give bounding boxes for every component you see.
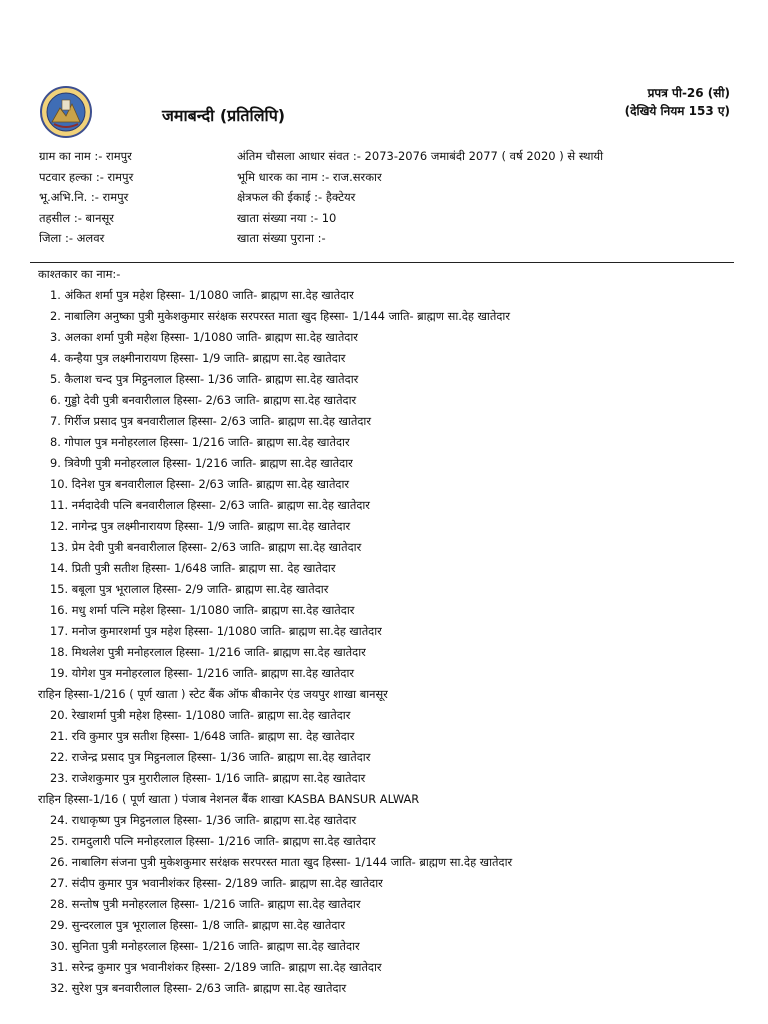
entry-text: सन्तोष पुत्री मनोहरलाल हिस्सा- 1/216 जाति- ब्राह्मण सा.देह खातेदार [71,897,361,911]
cultivator-entry [38,768,748,789]
tehsil: तहसील :- बानसूर [39,210,114,225]
entry-text: मनोज कुमारशर्मा पुत्र महेश हिस्सा- 1/1080 जाति- ब्राह्मण सा.देह खातेदार [71,624,382,638]
document-title: जमाबन्दी (प्रतिलिपि) [162,106,286,125]
cultivator-entry [38,432,748,453]
entry-number: 11. [50,498,69,512]
entry-number: 24. [50,813,69,827]
entry-text: गुड्डो देवी पुत्री बनवारीलाल हिस्सा- 2/63 जाति- ब्राह्मण सा.देह खातेदार [64,393,357,407]
cultivator-entry [38,600,748,621]
entry-number: 9. [50,456,61,470]
cultivator-entry [38,936,748,957]
cultivator-entry [38,978,748,999]
cultivator-entry [38,663,748,684]
lien-note [38,684,748,705]
entry-text: रवि कुमार पुत्र सतीश हिस्सा- 1/648 जाति- ब्राह्मण सा. देह खातेदार [71,729,355,743]
cultivator-entry [38,348,748,369]
entry-text: राहिन हिस्सा-1/216 ( पूर्ण खाता ) स्टेट बैंक ऑफ बीकानेर एंड जयपुर शाखा बानसूर [38,687,388,701]
entry-text: नाबालिग अनुष्का पुत्री मुकेशकुमार सरंक्षक सरपरस्त माता खुद हिस्सा- 1/144 जाति- ब्राह्मण सा.देह खातेदार [64,309,511,323]
entry-number: 14. [50,561,69,575]
cultivator-entry [38,285,748,306]
entry-text: गोपाल पुत्र मनोहरलाल हिस्सा- 1/216 जाति- ब्राह्मण सा.देह खातेदार [64,435,350,449]
government-seal-icon [40,86,92,138]
entry-number: 28. [50,897,69,911]
entry-number: 17. [50,624,69,638]
entry-number: 30. [50,939,69,953]
entry-number: 25. [50,834,69,848]
cultivator-entry [38,537,748,558]
cultivator-entry [38,390,748,411]
entry-text: राधाकृष्ण पुत्र मिट्ठनलाल हिस्सा- 1/36 जाति- ब्राह्मण सा.देह खातेदार [71,813,357,827]
village-name: ग्राम का नाम :- रामपुर [39,149,132,163]
entry-text: कैलाश चन्द पुत्र मिट्ठनलाल हिस्सा- 1/36 जाति- ब्राह्मण सा.देह खातेदार [64,372,359,386]
entry-text: अलका शर्मा पुत्री महेश हिस्सा- 1/1080 जाति- ब्राह्मण सा.देह खातेदार [64,330,358,344]
entry-number: 6. [50,393,61,407]
land-holder-name: भूमि धारक का नाम :- राज.सरकार [237,169,382,184]
patwar-circle: पटवार हल्का :- रामपुर [39,169,134,184]
entry-text: राजेशकुमार पुत्र मुरारीलाल हिस्सा- 1/16 जाति- ब्राह्मण सा.देह खातेदार [71,771,366,785]
cultivator-entry [38,831,748,852]
cultivator-entry [38,411,748,432]
cultivator-entry [38,915,748,936]
entry-text: सुन्दरलाल पुत्र भूरालाल हिस्सा- 1/8 जाति- ब्राह्मण सा.देह खातेदार [71,918,345,932]
entry-number: 16. [50,603,69,617]
cultivator-entry [38,894,748,915]
cultivator-entry [38,453,748,474]
cultivator-entry [38,642,748,663]
entry-number: 21. [50,729,69,743]
cultivator-entry [38,579,748,600]
cultivator-entry [38,957,748,978]
entry-text: नाबालिग संजना पुत्री मुकेशकुमार सरंक्षक सरपरस्त माता खुद हिस्सा- 1/144 जाति- ब्राह्मण सा.देह खातेदार [71,855,513,869]
cultivator-entry [38,369,748,390]
entry-number: 8. [50,435,61,449]
entry-number: 23. [50,771,69,785]
rule-reference: (देखिये नियम 153 ए) [624,104,730,118]
cultivator-entry [38,705,748,726]
cultivator-list [38,264,748,999]
entry-text: संदीप कुमार पुत्र भवानीशंकर हिस्सा- 2/189 जाति- ब्राह्मण सा.देह खातेदार [71,876,383,890]
entry-text: सुरेश पुत्र बनवारीलाल हिस्सा- 2/63 जाति- ब्राह्मण सा.देह खातेदार [71,981,347,995]
entry-number: 18. [50,645,69,659]
cultivator-entry [38,516,748,537]
entry-number: 1. [50,288,61,302]
cultivator-list-heading: काश्तकार का नाम:- [38,267,121,281]
cultivator-entry [38,621,748,642]
entry-number: 12. [50,519,69,533]
area-unit: क्षेत्रफल की ईकाई :- हैक्टेयर [237,190,356,204]
entry-number: 7. [50,414,61,428]
entry-text: सरेन्द्र कुमार पुत्र भवानीशंकर हिस्सा- 2/189 जाति- ब्राह्मण सा.देह खातेदार [71,960,382,974]
entry-number: 27. [50,876,69,890]
cultivator-entry [38,873,748,894]
entry-text: कन्हैया पुत्र लक्ष्मीनारायण हिस्सा- 1/9 जाति- ब्राह्मण सा.देह खातेदार [64,351,346,365]
section-divider [30,262,734,263]
entry-number: 19. [50,666,69,680]
entry-text: राजेन्द्र प्रसाद पुत्र मिट्ठनलाल हिस्सा- 1/36 जाति- ब्राह्मण सा.देह खातेदार [71,750,371,764]
entry-text: अंकित शर्मा पुत्र महेश हिस्सा- 1/1080 जाति- ब्राह्मण सा.देह खातेदार [64,288,354,302]
entry-text: नर्मदादेवी पत्नि बनवारीलाल हिस्सा- 2/63 जाति- ब्राह्मण सा.देह खातेदार [71,498,370,512]
entry-text: प्रेम देवी पुत्री बनवारीलाल हिस्सा- 2/63 जाति- ब्राह्मण सा.देह खातेदार [71,540,362,554]
entry-number: 3. [50,330,61,344]
entry-number: 4. [50,351,61,365]
cultivator-entry [38,495,748,516]
entry-text: सुनिता पुत्री मनोहरलाल हिस्सा- 1/216 जाति- ब्राह्मण सा.देह खातेदार [71,939,360,953]
entry-text: प्रिती पुत्री सतीश हिस्सा- 1/648 जाति- ब्राह्मण सा. देह खातेदार [71,561,336,575]
entry-text: नागेन्द्र पुत्र लक्ष्मीनारायण हिस्सा- 1/9 जाति- ब्राह्मण सा.देह खातेदार [71,519,351,533]
cultivator-entry [38,747,748,768]
account-details [237,146,603,249]
settlement-basis: अंतिम चौसला आधार संवत :- 2073-2076 जमाबंदी 2077 ( वर्ष 2020 ) से स्थायी [237,149,604,163]
entry-text: राहिन हिस्सा-1/16 ( पूर्ण खाता ) पंजाब नेशनल बैंक शाखा KASBA BANSUR ALWAR [38,792,420,806]
cultivator-entries [38,285,748,999]
entry-number: 31. [50,960,69,974]
entry-text: रेखाशर्मा पुत्री महेश हिस्सा- 1/1080 जाति- ब्राह्मण सा.देह खातेदार [71,708,351,722]
entry-number: 2. [50,309,61,323]
lien-note [38,789,748,810]
entry-number: 22. [50,750,69,764]
cultivator-entry [38,327,748,348]
cultivator-entry [38,306,748,327]
cultivator-entry [38,726,748,747]
account-number-old: खाता संख्या पुराना :- [237,231,326,245]
cultivator-entry [38,810,748,831]
district: जिला :- अलवर [39,231,105,245]
form-code: प्रपत्र पी-26 (सी) [647,86,730,100]
entry-number: 26. [50,855,69,869]
entry-text: रामदुलारी पत्नि मनोहरलाल हिस्सा- 1/216 जाति- ब्राह्मण सा.देह खातेदार [71,834,376,848]
entry-text: मधु शर्मा पत्नि महेश हिस्सा- 1/1080 जाति- ब्राह्मण सा.देह खातेदार [71,603,355,617]
entry-text: बबूला पुत्र भूरालाल हिस्सा- 2/9 जाति- ब्राह्मण सा.देह खातेदार [71,582,329,596]
entry-number: 13. [50,540,69,554]
entry-number: 32. [50,981,69,995]
entry-text: त्रिवेणी पुत्री मनोहरलाल हिस्सा- 1/216 जाति- ब्राह्मण सा.देह खातेदार [64,456,353,470]
entry-number: 29. [50,918,69,932]
entry-number: 5. [50,372,61,386]
account-number-new: खाता संख्या नया :- 10 [237,210,337,225]
cultivator-entry [38,852,748,873]
entry-text: गिर्रीज प्रसाद पुत्र बनवारीलाल हिस्सा- 2/63 जाति- ब्राह्मण सा.देह खातेदार [64,414,372,428]
form-code-block [625,84,730,120]
land-record-inspector: भू.अभि.नि. :- रामपुर [39,190,129,204]
entry-number: 20. [50,708,69,722]
location-details [39,146,133,249]
entry-number: 10. [50,477,69,491]
entry-text: मिथलेश पुत्री मनोहरलाल हिस्सा- 1/216 जाति- ब्राह्मण सा.देह खातेदार [71,645,366,659]
entry-number: 15. [50,582,69,596]
cultivator-entry [38,558,748,579]
cultivator-entry [38,474,748,495]
entry-text: दिनेश पुत्र बनवारीलाल हिस्सा- 2/63 जाति- ब्राह्मण सा.देह खातेदार [71,477,350,491]
entry-text: योगेश पुत्र मनोहरलाल हिस्सा- 1/216 जाति- ब्राह्मण सा.देह खातेदार [71,666,355,680]
